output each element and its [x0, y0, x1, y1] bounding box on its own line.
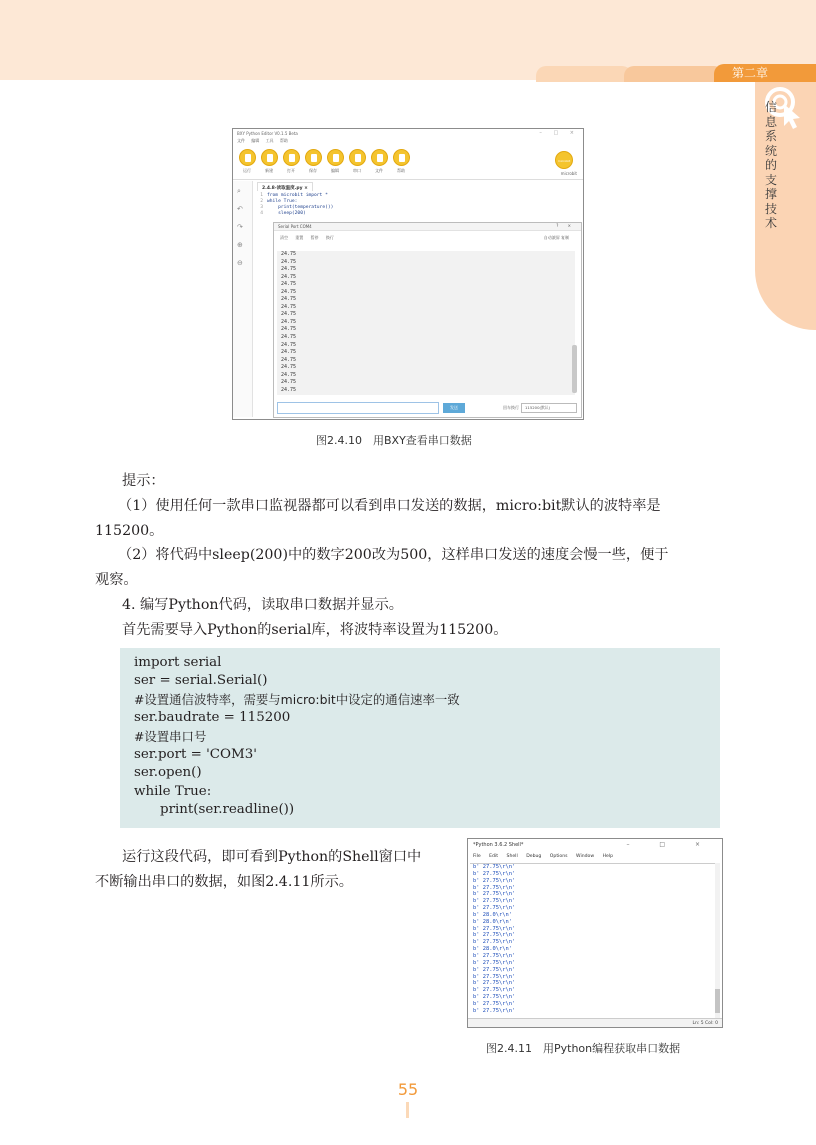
run-button: 运行 — [237, 149, 257, 174]
menu-item: Shell — [506, 854, 518, 859]
crlf-label: 回车换行 — [503, 405, 519, 410]
code-line: while True: — [134, 783, 212, 799]
shell-output-line: b' 27.75\r\n' — [473, 925, 516, 932]
shell-output-line: b' 27.75\r\n' — [473, 864, 516, 870]
serial-output-line: 24.75 — [281, 371, 297, 378]
shell-output-line: b' 27.75\r\n' — [473, 959, 516, 966]
run-paragraph-cont: 不断输出串口的数据，如图2.4.11所示。 — [95, 874, 353, 890]
menu-item: Help — [602, 854, 614, 859]
serial-output — [277, 251, 575, 395]
serial-output-line: 24.75 — [281, 326, 297, 333]
shell-output-line: b' 28.0\r\n' — [473, 946, 512, 953]
newline-toggle: 换行 — [325, 235, 334, 240]
serial-send-bar — [277, 402, 577, 414]
menu-item: Options — [549, 854, 568, 859]
code-line: 3 print(temperature()) — [260, 205, 334, 210]
figure-caption: 图2.4.10 用BXY查看串口数据 — [316, 434, 472, 447]
shell-title: *Python 3.6.2 Shell* — [473, 842, 524, 848]
shell-output — [470, 863, 716, 1018]
shell-output-line: b' 27.75\r\n' — [473, 891, 516, 898]
shell-output-line: b' 28.0\r\n' — [473, 911, 512, 918]
side-chapter-title: 信 息 系 统 的 支 撑 技 术 — [764, 100, 777, 230]
serial-output-line: 24.75 — [281, 273, 297, 280]
serial-output-line: 24.75 — [281, 288, 297, 295]
code-comment: #设置通信波特率，需要与micro:bit中设定的通信速率一致 — [134, 691, 460, 707]
code-line: ser.baudrate = 115200 — [134, 710, 291, 726]
edit-icon — [327, 149, 344, 166]
code-line: print(ser.readline()) — [160, 802, 295, 818]
code-line: import serial — [134, 655, 222, 670]
serial-icon — [349, 149, 366, 166]
menu-bar — [233, 138, 293, 146]
menu-item: 工具 — [265, 138, 274, 143]
shell-output-line: b' 27.75\r\n' — [473, 987, 516, 994]
serial-output-line: 24.75 — [281, 266, 297, 273]
serial-output-line: 24.75 — [281, 258, 297, 265]
chapter-tab: 第二章 — [714, 64, 816, 82]
figure-bxy-editor — [232, 128, 584, 420]
code-editor — [255, 193, 375, 217]
open-button: 打开 — [281, 149, 301, 174]
shell-output-line: b' 27.75\r\n' — [473, 877, 516, 884]
send-button: 发送 — [443, 403, 465, 413]
shell-output-line: b' 27.75\r\n' — [473, 973, 516, 980]
menu-item: 编辑 — [251, 138, 260, 143]
scrollbar — [572, 345, 577, 393]
shell-output-line: b' 27.75\r\n' — [473, 1000, 516, 1007]
hint-paragraph-2-cont: 观察。 — [95, 572, 138, 588]
menu-item: 文件 — [237, 138, 245, 143]
code-comment: #设置串口号 — [134, 728, 207, 744]
window-title: BXY Python Editor V0.1.5 Beta — [237, 131, 298, 136]
files-button: 文件 — [369, 149, 389, 174]
hint-paragraph-1-cont: 115200。 — [95, 523, 164, 539]
serial-output-line: 24.75 — [281, 349, 297, 356]
serial-output-line: 24.75 — [281, 356, 297, 363]
shell-output-line: b' 27.75\r\n' — [473, 898, 516, 905]
new-button: 新建 — [259, 149, 279, 174]
code-line: 4 sleep(200) — [260, 211, 306, 216]
shell-output-line: b' 27.75\r\n' — [473, 966, 516, 973]
hint-title: 提示： — [122, 473, 165, 489]
status-bar: Ln: 5 Col: 0 — [468, 1018, 722, 1027]
shell-output-line: b' 27.75\r\n' — [473, 939, 516, 946]
shell-output-line: b' 27.75\r\n' — [473, 932, 516, 939]
serial-output-line: 24.75 — [281, 379, 297, 386]
undo-icon: ↶ — [237, 205, 243, 213]
serial-toolbar — [274, 231, 581, 245]
code-line: 2 while True: — [260, 199, 298, 204]
serial-monitor — [273, 222, 582, 418]
help-button: 帮助 — [391, 149, 411, 174]
menu-item: Edit — [489, 854, 499, 859]
code-block — [120, 648, 720, 828]
help-icon — [393, 149, 410, 166]
zoom-in-icon: ⊕ — [237, 241, 243, 249]
serial-right-tools: 自动滚屏 复制 — [543, 235, 569, 240]
search-icon: ⌕ — [237, 187, 241, 195]
microbit-label: microbit — [560, 171, 577, 176]
serial-output-line: 24.75 — [281, 341, 297, 348]
figure-caption: 图2.4.11 用Python编程获取串口数据 — [486, 1042, 681, 1055]
serial-button: 串口 — [347, 149, 367, 174]
edit-button: 编辑 — [325, 149, 345, 174]
run-icon — [239, 149, 256, 166]
page-number: 55 — [397, 1080, 419, 1099]
side-toolbar — [233, 181, 253, 417]
window-controls: – □ × — [539, 130, 579, 136]
serial-input — [277, 402, 439, 414]
run-paragraph: 运行这段代码，即可看到Python的Shell窗口中 — [122, 849, 422, 865]
menu-item: File — [473, 854, 481, 859]
divider — [233, 179, 583, 180]
shell-output-line: b' 27.75\r\n' — [473, 905, 516, 912]
figure-python-shell — [467, 838, 723, 1028]
hint-paragraph-1: （1）使用任何一款串口监视器都可以看到串口发送的数据，micro:bit默认的波特率是 — [118, 498, 661, 514]
file-tab: 2.4.8-读取温度.py × — [257, 182, 313, 191]
serial-output-line: 24.75 — [281, 281, 297, 288]
serial-output-line: 24.75 — [281, 303, 297, 310]
files-icon — [371, 149, 388, 166]
shell-output-line: b' 27.75\r\n' — [473, 1007, 516, 1014]
serial-output-line: 24.75 — [281, 251, 297, 257]
code-line: ser.port = 'COM3' — [134, 747, 257, 763]
save-button: 保存 — [303, 149, 323, 174]
code-line: ser = serial.Serial() — [134, 673, 268, 689]
menu-item: 帮助 — [279, 138, 288, 143]
header-tab-decoration — [624, 66, 724, 82]
zoom-out-icon: ⊖ — [237, 259, 243, 267]
serial-output-line: 24.75 — [281, 334, 297, 341]
pause-button: 暂停 — [310, 235, 319, 240]
serial-output-line: 24.75 — [281, 386, 297, 393]
shell-output-line: b' 27.75\r\n' — [473, 884, 516, 891]
intro-paragraph: 首先需要导入Python的serial库，将波特率设置为115200。 — [122, 622, 508, 638]
menu-item: Debug — [526, 854, 542, 859]
serial-output-line: 24.75 — [281, 364, 297, 371]
menu-item: Window — [576, 854, 595, 859]
serial-title: Serial Port COM4 ? × — [274, 223, 581, 231]
baud-select: 115200(默认) — [521, 403, 577, 413]
toolbar — [237, 149, 417, 177]
shell-output-line: b' 28.0\r\n' — [473, 918, 512, 925]
serial-output-line: 24.75 — [281, 296, 297, 303]
shell-output-line: b' 27.75\r\n' — [473, 952, 516, 959]
shell-output-line: b' 27.75\r\n' — [473, 870, 516, 877]
reset-button: 重置 — [295, 235, 304, 240]
scrollbar-thumb — [715, 989, 720, 1013]
microbit-logo: microbit — [555, 151, 573, 169]
window-controls: – □ × — [626, 841, 714, 848]
step-heading: 4. 编写Python代码，读取串口数据并显示。 — [122, 597, 403, 613]
hint-paragraph-2: （2）将代码中sleep(200)中的数字200改为500，这样串口发送的速度会慢一些，便于 — [118, 547, 669, 563]
serial-output-line: 24.75 — [281, 318, 297, 325]
page-number-tick — [406, 1102, 409, 1118]
shell-output-line: b' 27.75\r\n' — [473, 980, 516, 987]
shell-menu-bar — [473, 854, 620, 859]
header-tab-decoration — [536, 66, 632, 82]
folder-icon — [283, 149, 300, 166]
serial-output-line: 24.75 — [281, 311, 297, 318]
shell-output-line: b' 27.75\r\n' — [473, 994, 516, 1001]
save-icon — [305, 149, 322, 166]
new-file-icon — [261, 149, 278, 166]
clear-button: 清空 — [280, 235, 288, 240]
code-line: ser.open() — [134, 765, 202, 781]
redo-icon: ↷ — [237, 223, 243, 231]
code-line: 1 from microbit import * — [260, 193, 328, 198]
